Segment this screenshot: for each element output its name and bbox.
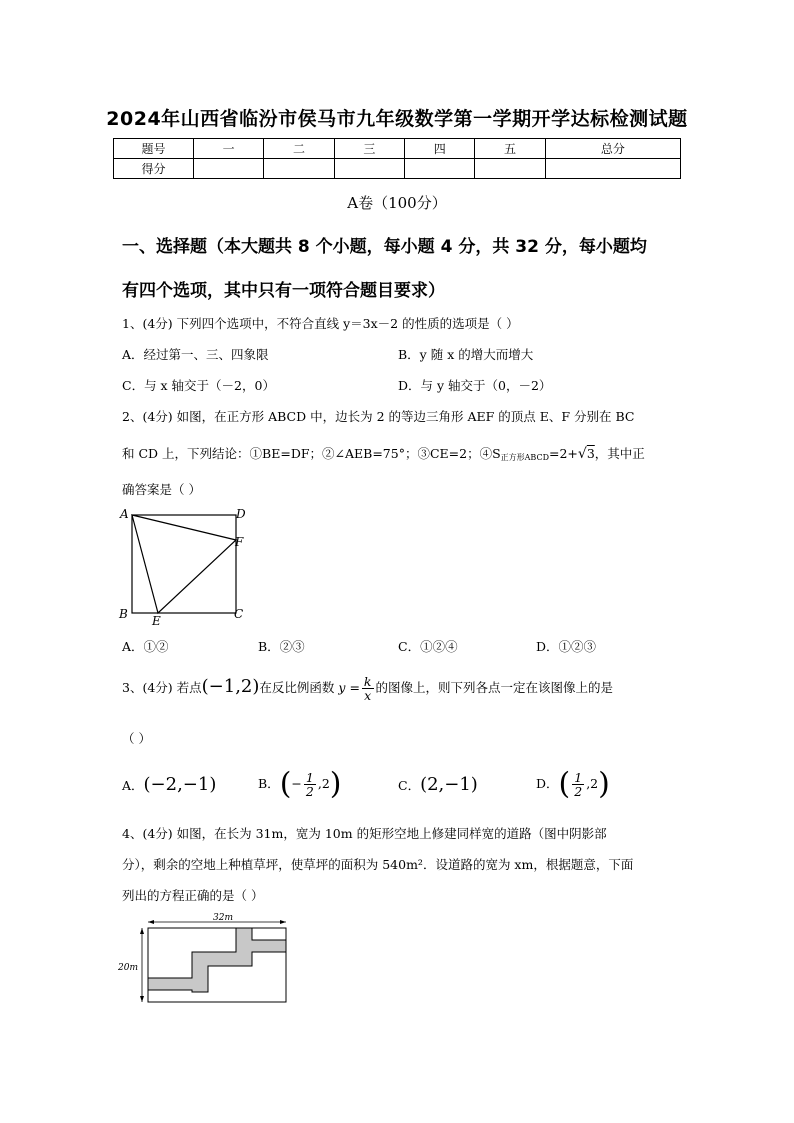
q2-line3: 确答案是（ ） (122, 482, 201, 497)
q1-option-b: B．y 随 x 的增大而增大 (398, 347, 534, 362)
score-header-cell: 二 (264, 139, 334, 159)
paren-left-icon: ( (558, 766, 571, 802)
q2-line2-end: ，其中正 (594, 446, 645, 461)
q2-square-figure (114, 504, 254, 628)
q1-stem: 1、(4分) 下列四个选项中，不符合直线 y＝3x－2 的性质的选项是（ ） (122, 316, 519, 331)
q3-option-b-sign: − (291, 776, 302, 791)
score-header-cell: 三 (334, 139, 404, 159)
q3-option-d-rest: ,2 (586, 776, 599, 791)
q2-option-c: C．①②④ (398, 639, 458, 654)
score-cell (264, 159, 334, 179)
q3-option-c (398, 774, 478, 797)
q3-stem-c: 的图像上，则下列各点一定在该图像上的是 (375, 680, 614, 695)
q3-option-b-den: 2 (305, 784, 314, 799)
label-e: E (152, 614, 161, 628)
score-cell (194, 159, 264, 179)
paren-right-icon: ) (329, 766, 342, 802)
section-a-heading: A卷（100分） (347, 194, 447, 212)
q3-option-b-num: 1 (305, 769, 314, 785)
q3-option-a (122, 774, 216, 797)
q3-func-lhs: y = (338, 680, 360, 695)
q4-line2: 分），剩余的空地上种植草坪，使草坪的面积为 540m²．设道路的宽为 xm，根据题意，下面 (122, 857, 634, 872)
q3-option-c-value: (2,−1) (420, 774, 478, 795)
q3-option-d-fraction (572, 771, 584, 798)
paren-left-icon: ( (279, 766, 292, 802)
part1-heading-line1: 一、选择题（本大题共 8 个小题，每小题 4 分，共 32 分，每小题均 (122, 237, 647, 257)
q3-option-a-label: A． (122, 778, 144, 793)
paren-right-icon: ) (598, 766, 610, 802)
label-c: C (234, 607, 244, 621)
arrow-up-icon (140, 928, 144, 934)
arrow-right-icon (280, 920, 286, 924)
square-abcd (132, 515, 236, 613)
q2-option-d: D．①②③ (536, 639, 597, 654)
q3-point: (−1,2) (201, 676, 260, 697)
q4-road-figure (118, 912, 290, 1008)
score-table-header (114, 139, 681, 159)
score-header-cell: 总分 (545, 139, 680, 159)
q4-line3: 列出的方程正确的是（ ） (122, 888, 264, 903)
q2-line1: 2、(4分) 如图，在正方形 ABCD 中，边长为 2 的等边三角形 AEF 的顶点 E、F 分别在 BC (122, 409, 635, 424)
score-header-cell: 五 (475, 139, 545, 159)
q3-option-c-label: C． (398, 778, 421, 793)
q1-option-a: A．经过第一、三、四象限 (122, 347, 269, 362)
label-f: F (235, 535, 244, 549)
q1-option-d: D．与 y 轴交于（0，－2） (398, 378, 552, 393)
part1-heading-line2: 有四个选项，其中只有一项符合题目要求） (122, 281, 445, 301)
arrow-left-icon (148, 920, 154, 924)
score-header-cell: 题号 (114, 139, 194, 159)
q4-line1: 4、(4分) 如图，在长为 31m，宽为 10m 的矩形空地上修建同样宽的道路（图中阴影部 (122, 826, 607, 841)
sqrt-icon: √ (577, 446, 587, 462)
score-header-cell: 四 (405, 139, 475, 159)
q2-option-a: A．①② (122, 639, 169, 654)
score-header-cell: 一 (194, 139, 264, 159)
q2-line2 (122, 444, 645, 463)
q3-func-den: x (364, 688, 372, 703)
q3-stem (122, 672, 613, 703)
score-row-label: 得分 (114, 159, 194, 179)
q2-sqrt-value: 3 (586, 446, 595, 461)
score-cell (405, 159, 475, 179)
score-cell (545, 159, 680, 179)
q3-option-d-num: 1 (574, 769, 583, 785)
q3-option-d-label: D． (536, 776, 559, 791)
q3-stem-b: 在反比例函数 (259, 680, 335, 695)
label-20m: 20m (118, 963, 138, 973)
q3-option-a-value: (−2,−1) (143, 774, 217, 795)
label-32m: 32m (213, 913, 233, 923)
triangle-aef (132, 515, 236, 613)
q3-option-d (536, 764, 610, 805)
q2-area-subscript: 正方形ABCD (500, 453, 549, 462)
q2-option-b: B．②③ (258, 639, 305, 654)
label-a: A (120, 507, 129, 521)
arrow-down-icon (140, 996, 144, 1002)
score-cell (334, 159, 404, 179)
q3-stem-a: 3、(4分) 若点 (122, 680, 202, 695)
q3-func-fraction (362, 675, 374, 702)
q3-paren: （ ） (122, 731, 151, 746)
page-title: 2024年山西省临汾市侯马市九年级数学第一学期开学达标检测试题 (106, 108, 688, 130)
q3-option-b (258, 764, 342, 805)
q3-option-b-label: B． (258, 776, 280, 791)
q3-option-b-fraction (304, 771, 316, 798)
score-table (113, 138, 681, 179)
label-d: D (236, 507, 246, 521)
q1-option-c: C．与 x 轴交于（－2，0） (122, 378, 275, 393)
q3-func-num: k (363, 673, 372, 689)
q2-line2-text: 和 CD 上，下列结论：①BE=DF；②∠AEB=75°；③CE=2；④S (122, 446, 501, 461)
label-b: B (119, 607, 128, 621)
q2-area-value: =2+ (548, 446, 578, 461)
score-table-row (114, 159, 681, 179)
q3-option-b-rest: ,2 (317, 776, 330, 791)
q3-option-d-den: 2 (574, 784, 583, 799)
score-cell (475, 159, 545, 179)
